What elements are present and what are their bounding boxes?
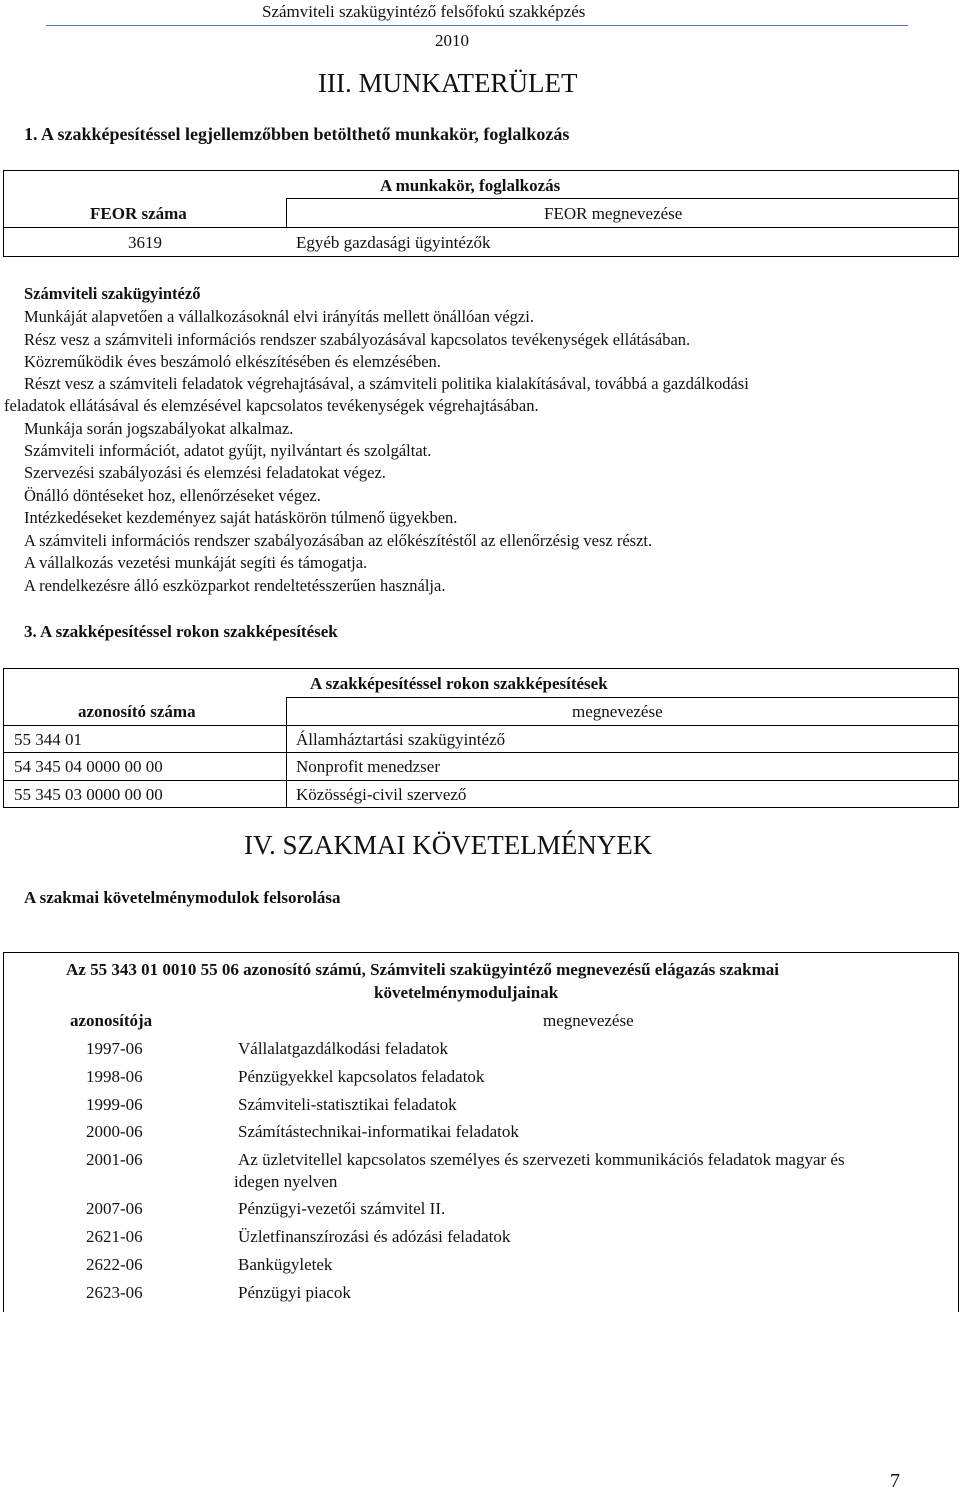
role-line: Intézkedéseket kezdeményez saját hatáskörön túlmenő ügyekben. (24, 508, 458, 527)
modules-title: A szakmai követelménymodulok felsorolása (24, 888, 341, 907)
module-name: Számítástechnikai-informatikai feladatok (238, 1122, 519, 1141)
modules-col-name: megnevezése (543, 1011, 634, 1030)
module-name: Pénzügyi-vezetői számvitel II. (238, 1199, 446, 1218)
related-row-name: Államháztartási szakügyintéző (296, 730, 506, 749)
role-line: Rész vesz a számviteli információs rendszer szabályozásával kapcsolatos tevékenységek ellátásában. (24, 330, 691, 349)
section-4-title: IV. SZAKMAI KÖVETELMÉNYEK (244, 830, 653, 860)
related-col-name: megnevezése (572, 702, 663, 721)
feor-group-header: A munkakör, foglalkozás (380, 176, 561, 195)
modules-header-line2: követelménymoduljainak (374, 983, 559, 1002)
module-code: 2621-06 (86, 1227, 143, 1246)
module-code: 2007-06 (86, 1199, 143, 1218)
module-name-cont: idegen nyelven (234, 1172, 338, 1191)
related-group-header: A szakképesítéssel rokon szakképesítések (310, 674, 608, 693)
module-name: Üzletfinanszírozási és adózási feladatok (238, 1227, 511, 1246)
role-line: Munkáját alapvetően a vállalkozásoknál elvi irányítás mellett önállóan végzi. (24, 307, 534, 326)
role-line: Munkája során jogszabályokat alkalmaz. (24, 419, 294, 438)
related-row-name: Nonprofit menedzser (296, 757, 440, 776)
header-year: 2010 (435, 31, 469, 50)
page-number: 7 (890, 1470, 900, 1492)
feor-col-code: FEOR száma (90, 204, 187, 223)
related-row-code: 55 345 03 0000 00 00 (14, 785, 163, 804)
module-name: Pénzügyekkel kapcsolatos feladatok (238, 1067, 485, 1086)
subsection-3-title: 3. A szakképesítéssel rokon szakképesítések (24, 622, 338, 641)
module-name: Vállalatgazdálkodási feladatok (238, 1039, 449, 1058)
role-line: A rendelkezésre álló eszközparkot rendeltetésszerűen használja. (24, 576, 446, 595)
module-name: Számviteli-statisztikai feladatok (238, 1095, 457, 1114)
modules-col-code: azonosítója (70, 1011, 153, 1030)
role-title: Számviteli szakügyintéző (24, 284, 201, 303)
module-name: Bankügyletek (238, 1255, 333, 1274)
feor-col-name: FEOR megnevezése (544, 204, 683, 223)
role-line: Közreműködik éves beszámoló elkészítésében és elemzésében. (24, 352, 441, 371)
module-code: 2000-06 (86, 1122, 143, 1141)
feor-row-name: Egyéb gazdasági ügyintézők (296, 233, 491, 252)
module-code: 2001-06 (86, 1150, 143, 1169)
module-code: 2623-06 (86, 1283, 143, 1302)
module-name: Pénzügyi piacok (238, 1283, 351, 1302)
header-divider (46, 25, 908, 26)
module-name: Az üzletvitellel kapcsolatos személyes és szervezeti kommunikációs feladatok magyar és (238, 1150, 845, 1169)
module-code: 1997-06 (86, 1039, 143, 1058)
role-line: Önálló döntéseket hoz, ellenőrzéseket végez. (24, 486, 321, 505)
role-line: A számviteli információs rendszer szabályozásában az előkészítéstől az ellenőrzésig vesz részt. (24, 531, 653, 550)
subsection-1-title: 1. A szakképesítéssel legjellemzőbben betölthető munkakör, foglalkozás (24, 124, 570, 144)
section-3-title: III. MUNKATERÜLET (318, 68, 578, 98)
feor-row-code: 3619 (128, 233, 162, 252)
role-line: Szervezési szabályozási és elemzési feladatokat végez. (24, 463, 386, 482)
related-row-code: 55 344 01 (14, 730, 82, 749)
related-col-code: azonosító száma (78, 702, 196, 721)
role-line: Számviteli információt, adatot gyűjt, nyilvántart és szolgáltat. (24, 441, 432, 460)
related-row-name: Közösségi-civil szervező (296, 785, 467, 804)
modules-header-line1: Az 55 343 01 0010 55 06 azonosító számú, Számviteli szakügyintéző megnevezésű elágazás szakmai (66, 960, 779, 979)
role-line: Részt vesz a számviteli feladatok végrehajtásával, a számviteli politika kialakításával, továbbá a gazdálkodási (24, 374, 749, 393)
module-code: 1999-06 (86, 1095, 143, 1114)
role-line: A vállalkozás vezetési munkáját segíti és támogatja. (24, 553, 368, 572)
module-code: 1998-06 (86, 1067, 143, 1086)
module-code: 2622-06 (86, 1255, 143, 1274)
related-row-code: 54 345 04 0000 00 00 (14, 757, 163, 776)
role-line: feladatok ellátásával és elemzésével kapcsolatos tevékenységek végrehajtásában. (4, 396, 539, 415)
header-title: Számviteli szakügyintéző felsőfokú szakképzés (262, 2, 586, 21)
